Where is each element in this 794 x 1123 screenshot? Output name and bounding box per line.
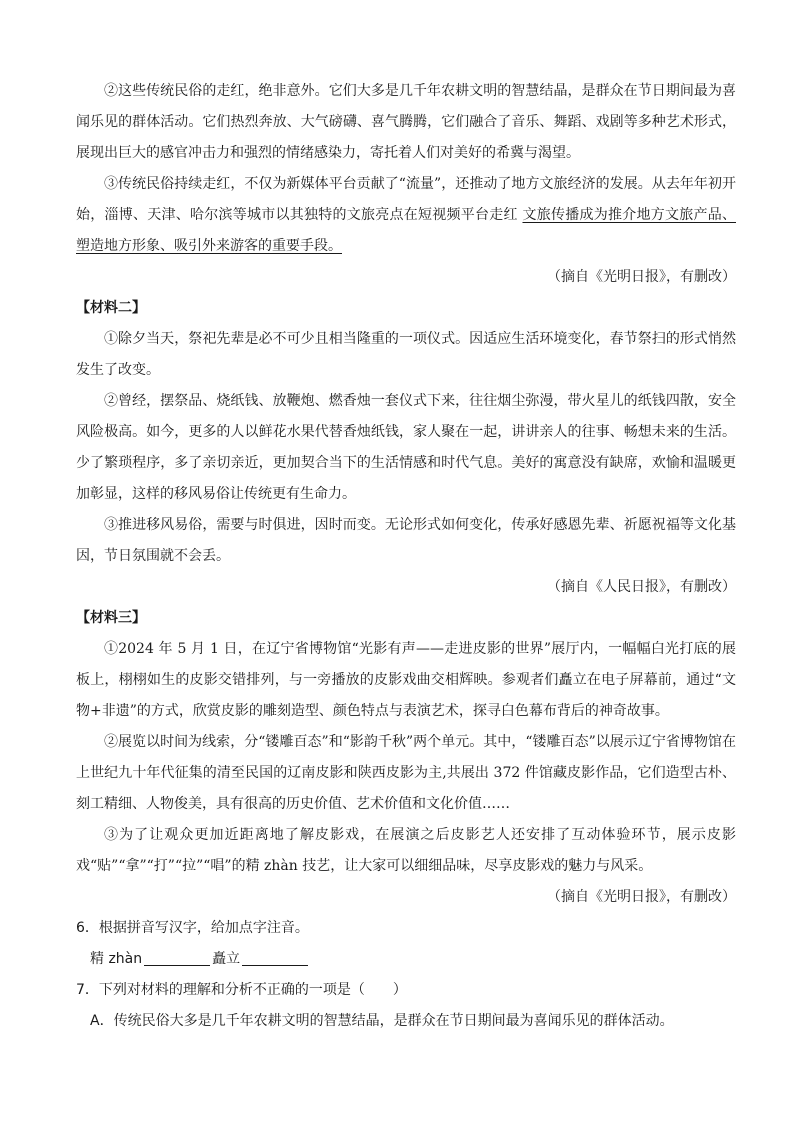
material2-source: （摘自《人民日报》，有删改）	[547, 579, 736, 595]
material1-paragraph-3	[76, 169, 736, 262]
question-7-option-a: A．传统民俗大多是几千年农耕文明的智慧结晶，是群众在节日期间最为喜闻乐见的群体活动。	[90, 1013, 674, 1029]
material1-paragraph-3-text: ③传统民俗持续走红，不仅为新媒体平台贡献了“流量”，还推动了地方文旅经济的发展。从去年年初开始，淄博、天津、哈尔滨等城市以其独特的文旅亮点在短视频平台走红	[76, 176, 736, 223]
material3-paragraph-2: ②展览以时间为线索，分“镂雕百态”和“影韵千秋”两个单元。其中，“镂雕百态”以展示辽宁省博物馆在上世纪九十年代征集的清至民国的辽南皮影和陕西皮影为主,共展出 372 件馆藏皮影作品，它们造型古朴、刻工精细、人物俊美，具有很高的历史价值、艺术价值和文化价值……	[76, 734, 736, 812]
material1-underlined-sentence: 文旅传播成为推介地方文旅产品、塑造地方形象、吸引外来游客的重要手段。	[76, 207, 736, 254]
material1-source: （摘自《光明日报》，有删改）	[547, 269, 736, 285]
question-6-answer-blank-2[interactable]	[242, 949, 308, 966]
question-6-stem: 6．根据拼音写汉字，给加点字注音。	[76, 920, 309, 936]
material3-paragraph-3: ③为了让观众更加近距离地了解皮影戏，在展演之后皮影艺人还安排了互动体验环节，展示皮影戏“贴”“拿”“打”“拉”“唱”的精 zhàn 技艺，让大家可以细细品味，尽享皮影戏的魅力与风采。	[76, 827, 736, 874]
material1-paragraph-2: ②这些传统民俗的走红，绝非意外。它们大多是几千年农耕文明的智慧结晶，是群众在节日期间最为喜闻乐见的群体活动。它们热烈奔放、大气磅礴、喜气腾腾，它们融合了音乐、舞蹈、戏剧等多种艺术形式，展现出巨大的感官冲击力和强烈的情绪感染力，寄托着人们对美好的希冀与渴望。	[76, 83, 736, 161]
material2-paragraph-3: ③推进移风易俗，需要与时俱进，因时而变。无论形式如何变化，传承好感恩先辈、祈愿祝福等文化基因，节日氛围就不会丢。	[76, 517, 736, 564]
material2-heading: 【材料二】	[76, 300, 146, 316]
material2-paragraph-1: ①除夕当天，祭祀先辈是必不可少且相当隆重的一项仪式。因适应生活环境变化，春节祭扫的形式悄然发生了改变。	[76, 331, 736, 378]
question-6-item-1-label: 精 zhàn	[90, 951, 143, 967]
question-7-stem: 7．下列对材料的理解和分析不正确的一项是（ ）	[76, 982, 407, 998]
material3-source: （摘自《光明日报》，有删改）	[547, 889, 736, 905]
material3-paragraph-1: ①2024 年 5 月 1 日，在辽宁省博物馆“光影有声——走进皮影的世界”展厅内，一幅幅白光打底的展板上，栩栩如生的皮影交错排列，与一旁播放的皮影戏曲交相辉映。参观者们矗立在电子屏幕前，通过“文物+非遗”的方式，欣赏皮影的雕刻造型、颜色特点与表演艺术，探寻白色幕布背后的神奇故事。	[76, 641, 736, 719]
question-6-answer-blank-1[interactable]	[144, 949, 210, 966]
material2-paragraph-2: ②曾经，摆祭品、烧纸钱、放鞭炮、燃香烛一套仪式下来，往往烟尘弥漫，带火星儿的纸钱四散，安全风险极高。如今，更多的人以鲜花水果代替香烛纸钱，家人聚在一起，讲讲亲人的往事、畅想未来的生活。少了繁琐程序，多了亲切亲近，更加契合当下的生活情感和时代气息。美好的寓意没有缺席，欢愉和温暖更加彰显，这样的移风易俗让传统更有生命力。	[76, 393, 736, 502]
question-6-items	[76, 944, 736, 975]
material3-heading: 【材料三】	[76, 610, 146, 626]
question-6-item-2-label: 矗立	[212, 951, 241, 967]
